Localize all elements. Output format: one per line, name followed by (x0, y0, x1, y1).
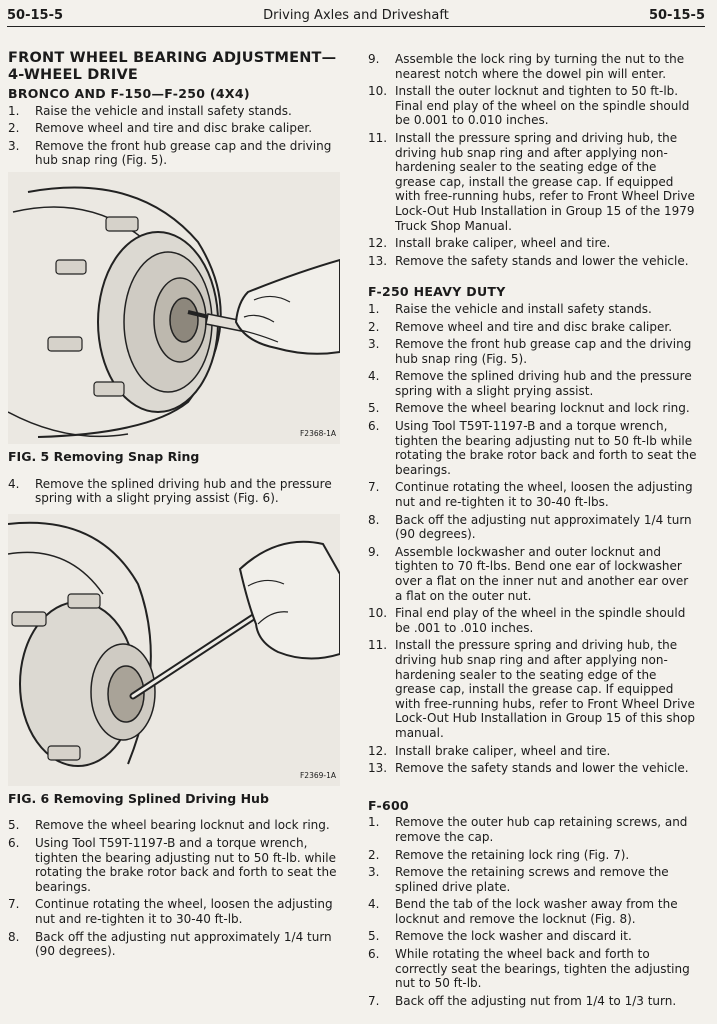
step-number: 7. (368, 993, 380, 1008)
step-number: 10. (368, 84, 388, 99)
step-item (368, 320, 698, 335)
step-text: Remove the outer hub cap retaining screws, and remove the cap. (395, 815, 688, 844)
step-item (368, 236, 698, 251)
step-number: 7. (8, 897, 20, 912)
right-column (368, 52, 698, 1011)
step-text: Install the outer locknut and tighten to 50 ft-lb. Final end play of the wheel on the spindle should be 0.001 to 0.010 inches. (395, 84, 690, 128)
step-number: 2. (368, 319, 380, 334)
step-text: Back off the adjusting nut from 1/4 to 1/3 turn. (395, 993, 677, 1008)
steps-list (8, 477, 338, 506)
step-text: Bend the tab of the lock washer away from the locknut and remove the locknut (Fig. 8). (395, 897, 678, 926)
steps-list (8, 818, 338, 958)
step-text: Raise the vehicle and install safety stands. (395, 301, 652, 316)
step-text: Remove the safety stands and lower the vehicle. (395, 253, 689, 268)
page-header (7, 6, 705, 27)
step-number: 3. (368, 865, 380, 880)
figure-caption: FIG. 5 Removing Snap Ring (8, 448, 200, 464)
left-column (8, 50, 338, 962)
step-number: 4. (8, 476, 20, 491)
step-number: 4. (368, 369, 380, 384)
step-text: Remove the wheel bearing locknut and lock ring. (395, 401, 690, 416)
step-text: Remove wheel and tire and disc brake caliper. (35, 121, 313, 136)
page-number-left: 50-15-5 (7, 8, 64, 23)
step-item (368, 513, 698, 542)
step-number: 5. (368, 929, 380, 944)
step-text: Remove the splined driving hub and the pressure spring with a slight prying assist (Fig. 6). (35, 476, 332, 506)
step-item (368, 815, 698, 844)
step-item (368, 606, 698, 635)
page-number-right: 50-15-5 (648, 8, 705, 23)
step-item (8, 139, 338, 168)
step-item (8, 477, 338, 506)
step-number: 11. (368, 638, 388, 653)
step-item (368, 369, 698, 398)
step-number: 12. (368, 743, 388, 758)
step-number: 10. (368, 606, 388, 621)
step-item (8, 104, 338, 119)
step-text: Assemble lockwasher and outer locknut and tighten to 70 ft-lbs. Bend one ear of lockwasher over a flat on the inner nut and another ear over a flat on the outer nut. (395, 544, 689, 603)
step-item (368, 84, 698, 128)
step-item (368, 638, 698, 740)
figure-6 (8, 514, 338, 786)
steps-list (368, 302, 698, 776)
driving-hub-illustration (8, 514, 340, 786)
snap-ring-illustration (8, 172, 340, 444)
step-number: 3. (368, 337, 380, 352)
f600-heading: F-600 (368, 797, 409, 813)
figure-code: F2369-1A (299, 771, 336, 781)
step-text: Back off the adjusting nut approximately 1/4 turn (90 degrees). (395, 512, 692, 542)
step-text: Continue rotating the wheel, loosen the adjusting nut and re-tighten it to 30-40 ft-lb. (35, 897, 333, 926)
steps-list (368, 815, 698, 1008)
step-item (368, 302, 698, 317)
f250-heading: F-250 HEAVY DUTY (368, 284, 506, 300)
step-item (368, 761, 698, 776)
section-title: FRONT WHEEL BEARING ADJUSTMENT—4-WHEEL DRIVE (8, 50, 337, 83)
step-item (368, 401, 698, 416)
step-text: Remove the retaining lock ring (Fig. 7). (395, 847, 630, 862)
figure-code: F2368-1A (299, 429, 336, 439)
step-text: Using Tool T59T-1197-B and a torque wrench, tighten the bearing adjusting nut to 50 ft-lb. while rotating the brake rotor back and forth to seat the bearings. (35, 835, 337, 894)
step-text: Remove the lock washer and discard it. (395, 929, 632, 944)
page-title: Driving Axles and Driveshaft (263, 8, 449, 23)
step-item (368, 52, 698, 81)
step-text: Install the pressure spring and driving hub, the driving hub snap ring and after applying non-hardening sealer to the seating edge of the grease cap, install the grease cap. If equipped with free-running hubs, refer to Front Wheel Drive Lock-Out Hub Installation in Group 15 of this shop manual. (395, 638, 696, 740)
step-number: 9. (368, 52, 380, 66)
step-number: 4. (368, 897, 380, 912)
step-number: 1. (8, 103, 20, 118)
step-number: 1. (368, 301, 380, 316)
subsection-title: BRONCO AND F-150—F-250 (4X4) (8, 86, 250, 101)
step-text: Using Tool T59T-1197-B and a torque wrench, tighten the bearing adjusting nut to 50 ft-lb while rotating the brake rotor back and forth to seat the bearings. (395, 419, 697, 477)
step-number: 1. (368, 815, 380, 830)
step-number: 6. (368, 419, 380, 434)
step-number: 13. (368, 761, 388, 776)
step-item (368, 545, 698, 603)
step-item (368, 848, 698, 863)
step-item (368, 929, 698, 944)
step-number: 6. (368, 947, 380, 962)
step-text: Remove wheel and tire and disc brake caliper. (395, 319, 673, 334)
step-text: Install brake caliper, wheel and tire. (395, 743, 611, 758)
step-number: 8. (8, 929, 20, 944)
step-item (8, 121, 338, 136)
step-item (368, 419, 698, 477)
step-number: 2. (8, 121, 20, 136)
step-item (368, 337, 698, 366)
step-text: While rotating the wheel back and forth to correctly seat the bearings, tighten the adjusting nut to 50 ft-lb. (395, 947, 690, 991)
step-item (8, 897, 338, 926)
figure-5 (8, 172, 338, 444)
step-text: Raise the vehicle and install safety stands. (35, 103, 292, 118)
step-number: 3. (8, 138, 20, 153)
step-text: Remove the safety stands and lower the vehicle. (395, 761, 689, 776)
figure-caption: FIG. 6 Removing Splined Driving Hub (8, 790, 269, 806)
step-number: 11. (368, 130, 388, 145)
step-text: Remove the front hub grease cap and the driving hub snap ring (Fig. 5). (395, 337, 692, 366)
step-item (368, 947, 698, 991)
step-number: 5. (368, 401, 380, 416)
step-number: 6. (8, 835, 20, 850)
step-item (368, 131, 698, 233)
step-text: Final end play of the wheel in the spindle should be .001 to .010 inches. (395, 606, 686, 635)
step-number: 5. (8, 818, 20, 833)
step-item (8, 836, 338, 894)
step-text: Remove the front hub grease cap and the driving hub snap ring (Fig. 5). (35, 138, 332, 168)
step-number: 13. (368, 253, 388, 268)
step-item (8, 930, 338, 959)
step-item (8, 818, 338, 833)
step-item (368, 480, 698, 509)
step-text: Continue rotating the wheel, loosen the adjusting nut and re-tighten it to 30-40 ft-lbs. (395, 480, 693, 510)
steps-list (368, 52, 698, 268)
step-text: Assemble the lock ring by turning the nut to the nearest notch where the dowel pin will enter. (395, 52, 685, 81)
step-item (368, 254, 698, 269)
step-text: Install brake caliper, wheel and tire. (395, 236, 611, 251)
step-item (368, 865, 698, 894)
step-text: Back off the adjusting nut approximately 1/4 turn (90 degrees). (35, 929, 332, 959)
step-item (368, 744, 698, 759)
step-text: Remove the retaining screws and remove the splined drive plate. (395, 865, 669, 894)
step-item (368, 994, 698, 1009)
step-number: 8. (368, 512, 380, 527)
step-number: 9. (368, 544, 380, 559)
step-text: Remove the splined driving hub and the pressure spring with a slight prying assist. (395, 369, 692, 398)
step-text: Install the pressure spring and driving hub, the driving hub snap ring and after applying non-hardening sealer to the seating edge of the grease cap, install the grease cap. If equipped with free-running hubs, refer to Front Wheel Drive Lock-Out Hub Installation in Group 15 of the 1979 Truck Shop Manual. (395, 130, 695, 233)
step-number: 12. (368, 236, 388, 251)
step-number: 7. (368, 480, 380, 495)
step-number: 2. (368, 847, 380, 862)
steps-list (8, 104, 338, 168)
step-item (368, 897, 698, 926)
step-text: Remove the wheel bearing locknut and lock ring. (35, 818, 330, 833)
